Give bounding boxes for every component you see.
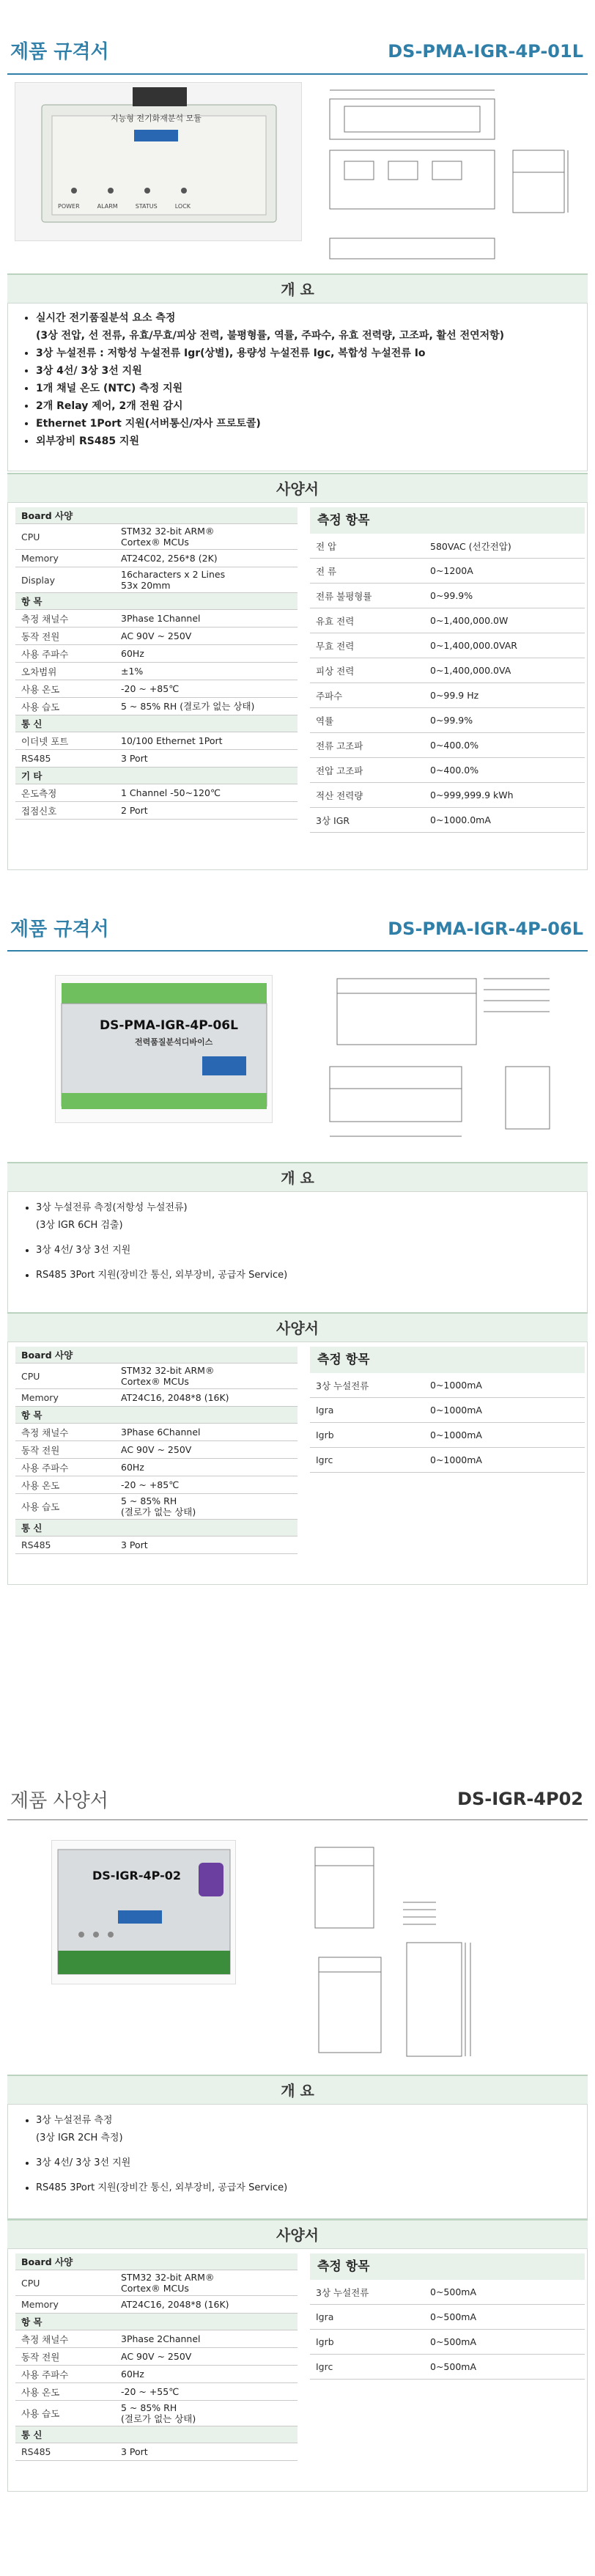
measure-value: 0~1,400,000.0W (424, 608, 585, 633)
spec-row (15, 750, 298, 768)
spec-key: 측정 채널수 (15, 610, 115, 628)
measure-value: 0~99.9 Hz (424, 683, 585, 708)
measure-key: 역률 (310, 708, 424, 733)
board-spec-table-3 (15, 2253, 298, 2461)
measure-value: 0~99.9% (424, 708, 585, 733)
spec-value: -20 ~ +85℃ (115, 1476, 298, 1494)
measure-row (310, 708, 585, 733)
spec-value: 60Hz (115, 645, 298, 663)
spec-row (15, 1441, 298, 1459)
spec-value: 60Hz (115, 1459, 298, 1476)
measure-table-2 (310, 1347, 585, 1473)
board-spec-table-1 (15, 507, 298, 820)
spec-key: Display (15, 567, 115, 593)
spec-key: 사용 온도 (15, 1476, 115, 1494)
spec-row (15, 802, 298, 820)
spec-row (15, 628, 298, 645)
spec-key: 사용 습도 (15, 2401, 115, 2426)
spec-key: 사용 온도 (15, 680, 115, 698)
spec-row (15, 1476, 298, 1494)
measure-title: 측정 항목 (310, 507, 585, 534)
measure-key: Igra (310, 2305, 424, 2330)
spec-group-header (15, 1347, 298, 1364)
module-illustration (15, 83, 301, 240)
measure-row (310, 1373, 585, 1398)
spec-key: CPU (15, 2270, 115, 2296)
spec-value: 3Phase 2Channel (115, 2330, 298, 2348)
overview-title: 개 요 (281, 281, 314, 298)
spec-value: 3 Port (115, 2443, 298, 2461)
spec-row (15, 2443, 298, 2461)
measure-key: Igrb (310, 1423, 424, 1448)
spec-value: 5 ~ 85% RH (결로가 없는 상태) (115, 1494, 298, 1520)
spec-header-2 (7, 1312, 588, 1343)
overview-header-3 (7, 2075, 588, 2105)
measure-key: Igrc (310, 1448, 424, 1473)
overview-box-2 (7, 1191, 588, 1314)
spec-key: 이더넷 포트 (15, 732, 115, 750)
spec-row (15, 2366, 298, 2383)
measure-row (310, 534, 585, 559)
board-table (15, 507, 298, 820)
device-label: DS-PMA-IGR-4P-06L (100, 1018, 238, 1033)
spec-value: 5 ~ 85% RH (결로가 없는 상태) (115, 2401, 298, 2426)
technical-drawing-3 (308, 1833, 588, 2067)
spec-group-header (15, 715, 298, 732)
din-module-illustration (52, 1841, 235, 1984)
spec-key: 측정 채널수 (15, 2330, 115, 2348)
spec-value: AT24C16, 2048*8 (16K) (115, 1389, 298, 1407)
measure-value: 0~500mA (424, 2330, 585, 2355)
section-3-rule (7, 1819, 588, 1820)
overview-item: • 3상 4선/ 3상 3선 지원 (36, 1242, 587, 1259)
spec-group-label: 항 목 (15, 1407, 298, 1424)
spec-row (15, 784, 298, 802)
device-sub-label: 전력품질분석디바이스 (135, 1037, 213, 1047)
spec-key: Memory (15, 2296, 115, 2314)
measure-row (310, 2305, 585, 2330)
spec-row (15, 1537, 298, 1554)
measure-value: 0~400.0% (424, 733, 585, 758)
device-led-labels (58, 203, 191, 210)
measure-row (310, 584, 585, 608)
measure-value: 0~500mA (424, 2305, 585, 2330)
overview-box-3 (7, 2104, 588, 2219)
measure-row (310, 1423, 585, 1448)
spec-row (15, 524, 298, 550)
overview-item: • 실시간 전기품질분석 요소 측정 (36, 309, 587, 327)
measure-key: 주파수 (310, 683, 424, 708)
measure-key: 전압 고조파 (310, 758, 424, 783)
measure-value: 0~1200A (424, 559, 585, 584)
spec-row (15, 2401, 298, 2426)
led-label: STATUS (135, 203, 158, 210)
spec-group-label: Board 사양 (15, 1347, 298, 1364)
section-1-title: 제품 규격서 (10, 41, 109, 63)
spec-key: RS485 (15, 1537, 115, 1554)
spec-row (15, 2296, 298, 2314)
spec-key: 동작 전원 (15, 1441, 115, 1459)
measure-value: 0~99.9% (424, 584, 585, 608)
led-label: LOCK (174, 203, 191, 210)
spec-box-1 (7, 502, 588, 870)
spec-group-header (15, 2314, 298, 2330)
spec-group-label: 통 신 (15, 1520, 298, 1537)
measure-value: 0~1000mA (424, 1423, 585, 1448)
measure-title: 측정 항목 (310, 1347, 585, 1373)
spec-row (15, 1364, 298, 1389)
measure-key: 전 류 (310, 559, 424, 584)
technical-drawing-2 (315, 968, 588, 1147)
spec-key: 사용 주파수 (15, 645, 115, 663)
spec-row (15, 2348, 298, 2366)
spec-row (15, 680, 298, 698)
spec-value: 3Phase 6Channel (115, 1424, 298, 1441)
led-label: ALARM (97, 203, 118, 210)
measure-title: 측정 항목 (310, 2253, 585, 2280)
spec-key: 오차범위 (15, 663, 115, 680)
spec-value: 3Phase 1Channel (115, 610, 298, 628)
measure-value: 0~1,400,000.0VA (424, 658, 585, 683)
overview-item: • Ethernet 1Port 지원(서버통신/자사 프로토콜) (36, 415, 587, 433)
spec-value: 10/100 Ethernet 1Port (115, 732, 298, 750)
measure-key: 3상 IGR (310, 808, 424, 833)
device-label: DS-IGR-4P-02 (92, 1869, 181, 1883)
spec-key: 사용 주파수 (15, 1459, 115, 1476)
spec-group-header (15, 593, 298, 610)
measure-row (310, 733, 585, 758)
spec-value: 1 Channel -50~120℃ (115, 784, 298, 802)
product-photo-2 (55, 975, 273, 1123)
measure-value: 0~500mA (424, 2280, 585, 2305)
measure-row (310, 2330, 585, 2355)
measure-value: 0~500mA (424, 2355, 585, 2380)
spec-value: AC 90V ~ 250V (115, 628, 298, 645)
spec-group-header (15, 507, 298, 524)
spec-value: -20 ~ +85℃ (115, 680, 298, 698)
measure-row (310, 1398, 585, 1423)
spec-header-1 (7, 473, 588, 504)
spec-key: 동작 전원 (15, 2348, 115, 2366)
overview-item: • 3상 누설전류 측정 (36, 2112, 587, 2130)
spec-group-label: Board 사양 (15, 2253, 298, 2270)
measure-row (310, 559, 585, 584)
spec-group-label: Board 사양 (15, 507, 298, 524)
section-2-title: 제품 규격서 (10, 919, 109, 941)
spec-group-header (15, 768, 298, 784)
overview-item: • 3상 4선/ 3상 3선 지원 (36, 362, 587, 380)
spec-key: 사용 온도 (15, 2383, 115, 2401)
spec-group-label: 통 신 (15, 715, 298, 732)
section-2-model: DS-PMA-IGR-4P-06L (388, 919, 583, 939)
measure-key: Igrb (310, 2330, 424, 2355)
spec-key: 측정 채널수 (15, 1424, 115, 1441)
spec-row (15, 645, 298, 663)
measure-row (310, 633, 585, 658)
spec-value: 3 Port (115, 750, 298, 768)
spec-value: 60Hz (115, 2366, 298, 2383)
measure-key: 유효 전력 (310, 608, 424, 633)
measure-key: Igrc (310, 2355, 424, 2380)
measure-row (310, 783, 585, 808)
din-module-illustration (56, 976, 272, 1122)
spec-box-2 (7, 1342, 588, 1585)
spec-key: 접점신호 (15, 802, 115, 820)
measure-table (310, 2280, 585, 2380)
spec-key: 사용 습도 (15, 1494, 115, 1520)
measure-key: 전 압 (310, 534, 424, 559)
spec-key: Memory (15, 550, 115, 567)
measure-row (310, 758, 585, 783)
measure-value: 0~1000.0mA (424, 808, 585, 833)
measure-value: 0~999,999.9 kWh (424, 783, 585, 808)
spec-group-label: 항 목 (15, 593, 298, 610)
measure-key: 무효 전력 (310, 633, 424, 658)
measure-value: 0~1000mA (424, 1448, 585, 1473)
spec-header-3 (7, 2219, 588, 2250)
measure-row (310, 2280, 585, 2305)
spec-value: ±1% (115, 663, 298, 680)
spec-row (15, 2383, 298, 2401)
measure-value: 0~1000mA (424, 1398, 585, 1423)
spec-row (15, 732, 298, 750)
measure-key: 전류 불평형률 (310, 584, 424, 608)
spec-row (15, 567, 298, 593)
measure-table (310, 534, 585, 833)
spec-group-label: 항 목 (15, 2314, 298, 2330)
board-table (15, 1347, 298, 1554)
product-photo-1 (15, 82, 302, 241)
spec-row (15, 1424, 298, 1441)
spec-value: -20 ~ +55℃ (115, 2383, 298, 2401)
measure-value: 580VAC (선간전압) (424, 534, 585, 559)
measure-key: 3상 누설전류 (310, 1373, 424, 1398)
spec-value: STM32 32-bit ARM® Cortex® MCUs (115, 524, 298, 550)
section-2-rule (7, 950, 588, 952)
overview-item: • RS485 3Port 지원(장비간 통신, 외부장비, 공급자 Service) (36, 1267, 587, 1284)
spec-value: AT24C16, 2048*8 (16K) (115, 2296, 298, 2314)
spec-value: AC 90V ~ 250V (115, 2348, 298, 2366)
spec-group-header (15, 1520, 298, 1537)
overview-header-1 (7, 273, 588, 304)
overview-item: • 3상 누설전류 측정(저항성 누설전류) (36, 1199, 587, 1217)
section-3-model: DS-IGR-4P02 (457, 1789, 583, 1809)
spec-value: 16characters x 2 Lines 53x 20mm (115, 567, 298, 593)
spec-value: AC 90V ~ 250V (115, 1441, 298, 1459)
spec-value: 3 Port (115, 1537, 298, 1554)
overview-item: (3상 전압, 선 전류, 유효/무효/피상 전력, 불평형률, 역률, 주파수, 유효 전력량, 고조파, 활선 전연저항) (36, 330, 505, 342)
spec-value: STM32 32-bit ARM® Cortex® MCUs (115, 1364, 298, 1389)
spec-key: RS485 (15, 2443, 115, 2461)
measure-key: 전류 고조파 (310, 733, 424, 758)
spec-value: AT24C02, 256*8 (2K) (115, 550, 298, 567)
spec-key: CPU (15, 1364, 115, 1389)
spec-title: 사양서 (276, 1320, 319, 1337)
overview-item: • 3상 누설전류 : 저항성 누설전류 Igr(상별), 용량성 누설전류 Igc, 복합성 누설전류 Io (36, 345, 587, 362)
section-1-model: DS-PMA-IGR-4P-01L (388, 41, 583, 62)
overview-item: • 2개 Relay 제어, 2개 전원 감시 (36, 397, 587, 415)
measure-value: 0~1,400,000.0VAR (424, 633, 585, 658)
spec-group-header (15, 2426, 298, 2443)
measure-row (310, 1448, 585, 1473)
spec-group-header (15, 2253, 298, 2270)
spec-row (15, 698, 298, 715)
spec-title: 사양서 (276, 2226, 319, 2244)
spec-key: CPU (15, 524, 115, 550)
spec-row (15, 1494, 298, 1520)
measure-row (310, 808, 585, 833)
device-label: 지능형 전기화재분석 모듈 (111, 114, 202, 123)
measure-value: 0~1000mA (424, 1373, 585, 1398)
measure-key: 3상 누설전류 (310, 2280, 424, 2305)
spec-key: RS485 (15, 750, 115, 768)
overview-item: • 외부장비 RS485 지원 (36, 433, 587, 450)
spec-title: 사양서 (276, 480, 319, 498)
overview-item: (3상 IGR 2CH 측정) (36, 2132, 123, 2143)
measure-table-3 (310, 2253, 585, 2380)
technical-drawing-1 (315, 84, 588, 268)
overview-title: 개 요 (281, 2082, 314, 2100)
spec-value: 5 ~ 85% RH (결로가 없는 상태) (115, 698, 298, 715)
measure-row (310, 2355, 585, 2380)
overview-item: • 3상 4선/ 3상 3선 지원 (36, 2154, 587, 2172)
spec-row (15, 550, 298, 567)
measure-key: Igra (310, 1398, 424, 1423)
measure-value: 0~400.0% (424, 758, 585, 783)
measure-row (310, 683, 585, 708)
spec-key: 사용 주파수 (15, 2366, 115, 2383)
measure-row (310, 658, 585, 683)
overview-box-1 (7, 303, 588, 471)
spec-group-label: 통 신 (15, 2426, 298, 2443)
spec-key: Memory (15, 1389, 115, 1407)
spec-row (15, 663, 298, 680)
section-1-rule (7, 73, 588, 75)
product-photo-3 (51, 1840, 236, 1984)
overview-item: • RS485 3Port 지원(장비간 통신, 외부장비, 공급자 Service) (36, 2179, 587, 2197)
measure-row (310, 608, 585, 633)
spec-row (15, 2330, 298, 2348)
spec-group-header (15, 1407, 298, 1424)
spec-key: 사용 습도 (15, 698, 115, 715)
board-table (15, 2253, 298, 2461)
measure-table-1 (310, 507, 585, 833)
spec-key: 동작 전원 (15, 628, 115, 645)
measure-table (310, 1373, 585, 1473)
spec-value: STM32 32-bit ARM® Cortex® MCUs (115, 2270, 298, 2296)
spec-key: 온도측정 (15, 784, 115, 802)
overview-item: • 1개 채널 온도 (NTC) 측정 지원 (36, 380, 587, 397)
spec-box-3 (7, 2248, 588, 2492)
spec-row (15, 610, 298, 628)
overview-item: (3상 IGR 6CH 검출) (36, 1220, 123, 1231)
section-3-title: 제품 사양서 (10, 1790, 108, 1812)
measure-key: 적산 전력량 (310, 783, 424, 808)
board-spec-table-2 (15, 1347, 298, 1554)
measure-key: 피상 전력 (310, 658, 424, 683)
led-label: POWER (58, 203, 80, 210)
overview-title: 개 요 (281, 1169, 314, 1187)
overview-header-2 (7, 1162, 588, 1193)
spec-value: 2 Port (115, 802, 298, 820)
spec-row (15, 1389, 298, 1407)
spec-row (15, 2270, 298, 2296)
spec-group-label: 기 타 (15, 768, 298, 784)
spec-row (15, 1459, 298, 1476)
